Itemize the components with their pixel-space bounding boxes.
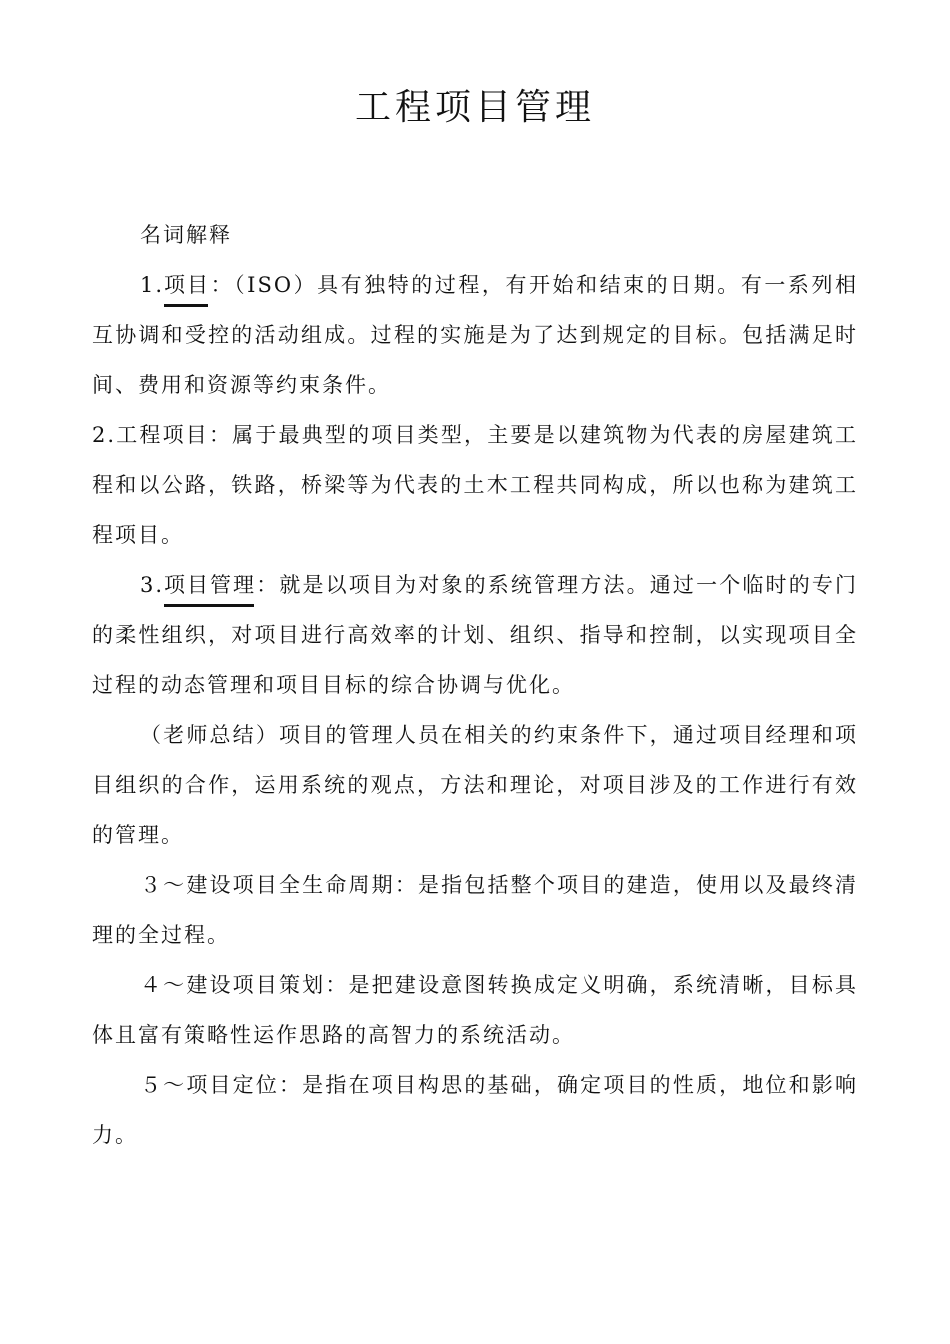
paragraph-text: ：（ISO）具有独特的过程，有开始和结束的日期。有一系列相互协调和受控的活动组成。过程的实施是为了达到规定的目标。包括满足时间、费用和资源等约束条件。 (92, 273, 858, 397)
paragraph-text: ：就是以项目为对象的系统管理方法。通过一个临时的专门的柔性组织，对项目进行高效率的计划、组织、指导和控制，以实现项目全过程的动态管理和项目目标的综合协调与优化。 (92, 573, 858, 697)
paragraph-definition-project-management (92, 560, 858, 710)
document-title: 工程项目管理 (354, 87, 595, 128)
underlined-term-project-management: 项目管理 (164, 560, 256, 610)
section-heading: 名词解释 (140, 223, 232, 247)
paragraph-definition-positioning: ５～项目定位：是指在项目构思的基础，确定项目的性质，地位和影响力。 (92, 1073, 858, 1147)
paragraph-definition-engineering-project: 2.工程项目：属于最典型的项目类型，主要是以建筑物为代表的房屋建筑工程和以公路，铁路，桥梁等为代表的土木工程共同构成，所以也称为建筑工程项目。 (92, 423, 858, 547)
underlined-term-project: 项目 (164, 260, 210, 310)
paragraph-definition-lifecycle: ３～建设项目全生命周期：是指包括整个项目的建造，使用以及最终清理的全过程。 (92, 873, 858, 947)
paragraph-number: 1. (140, 273, 165, 297)
paragraph-teacher-summary: （老师总结）项目的管理人员在相关的约束条件下，通过项目经理和项目组织的合作，运用系统的观点，方法和理论，对项目涉及的工作进行有效的管理。 (92, 723, 858, 847)
paragraph-number: 3. (140, 573, 165, 597)
paragraph-definition-project (92, 260, 858, 410)
document-body (92, 210, 858, 1160)
paragraph-definition-planning: ４～建设项目策划：是把建设意图转换成定义明确，系统清晰，目标具体且富有策略性运作思路的高智力的系统活动。 (92, 973, 858, 1047)
